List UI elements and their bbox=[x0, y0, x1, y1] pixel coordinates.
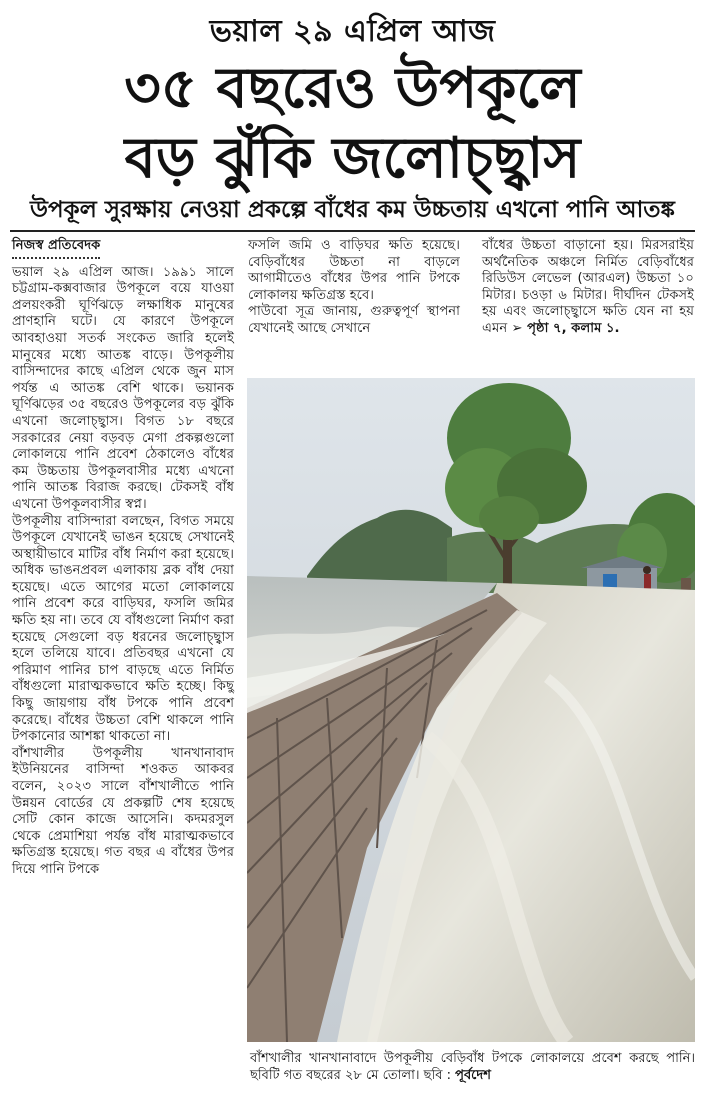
article-column-2 bbox=[248, 238, 460, 338]
column1-paragraph-1: ভয়াল ২৯ এপ্রিল আজ। ১৯৯১ সালে চট্টগ্রাম-কক্সবাজার উপকূলে বয়ে যাওয়া প্রলয়ংকরী ঘূর্ণিঝড়ে লক্ষাধিক মানুষের প্রাণহানি ঘটে। যে কারণে উপকূলে আবহাওয়া সতর্ক সংকেত জারি হলেই মানুষের মধ্যে আতঙ্ক বাড়ে। উপকূলীয় বাসিন্দাদের কাছে এপ্রিল থেকে জুন মাস পর্যন্ত এ আতঙ্ক বেশি থাকে। ভয়ানক ঘূর্ণিঝড়ের ৩৫ বছরেও উপকূলের বড় ঝুঁকি এখনো জলোচ্ছ্বাস। বিগত ১৮ বছরে সরকারের নেয়া বড়বড় মেগা প্রকল্পগুলো লোকালয়ে পানি প্রবেশ ঠেকালেও বাঁধের কম উচ্চতায় উপকূলবাসীর মধ্যে এখনো পানি আতঙ্ক বিরাজ করছে। টেকসই বাঁধ এখনো উপকূলবাসীর স্বপ্ন। bbox=[12, 264, 234, 512]
news-photo bbox=[247, 378, 695, 1042]
headline-line-2: বড় ঝুঁকি জলোচ্ছ্বাস bbox=[124, 126, 581, 191]
column1-paragraph-2: উপকূলীয় বাসিন্দারা বলছেন, বিগত সময়ে উপকূলে যেখানেই ভাঙন হয়েছে সেখানেই অস্থায়ীভাবে মাটির বাঁধ নির্মাণ করা হয়েছে। অধিক ভাঙনপ্রবল এলাকায় ব্লক বাঁধ দেয়া হয়েছে। এতে আগের মতো লোকালয়ে পানি প্রবেশ করে বাড়িঘর, ফসলি জমির ক্ষতি হয় না। তবে যে বাঁধগুলো নির্মাণ করা হয়েছে সেগুলো বড় ধরনের জলোচ্ছ্বাস হলে তলিয়ে যাবে। প্রতিবছর এখনো যে পরিমাণ পানির চাপ বাড়ছে এতে নির্মিত বাঁধগুলো মারাত্মকভাবে ক্ষতি হচ্ছে। কিছু কিছু জায়গায় বাঁধ টপকে পানি প্রবেশ করেছে। বাঁধের উচ্চতা বেশি থাকলে পানি টপকানোর আশঙ্কা থাকতো না। bbox=[12, 513, 234, 745]
column2-paragraph-2: পাউবো সূত্র জানায়, গুরুত্বপূর্ণ স্থাপনা যেখানেই আছে সেখানে bbox=[248, 304, 460, 336]
column3-paragraph bbox=[482, 238, 694, 338]
photo-credit: পূর্বদেশ bbox=[455, 1068, 491, 1083]
photo-caption bbox=[250, 1050, 695, 1084]
column3-text: বাঁধের উচ্চতা বাড়ানো হয়। মিরসরাইয় অর্থনৈতিক অঞ্চলে নির্মিত বেড়িবাঁধের রিডিউস লেভেল (আরএল) উচ্চতা ১০ মিটার। চওড়া ৬ মিটার। দীর্ঘদিন টেকসই হয় এবং জলোচ্ছ্বাসে ক্ষতি যেন না হয় এমন bbox=[482, 238, 694, 336]
column2-paragraph-1: ফসলি জমি ও বাড়িঘর ক্ষতি হয়েছে। বেড়িবাঁধের উচ্চতা না বাড়লে আগামীতেও বাঁধের উপর পানি টপকে লোকালয় ক্ষতিগ্রস্ত হবে। bbox=[248, 238, 460, 303]
continuation-link[interactable]: ➢ পৃষ্ঠা ৭, কলাম ১. bbox=[511, 320, 620, 336]
subheadline-rule bbox=[10, 230, 695, 232]
kicker-line: ভয়াল ২৯ এপ্রিল আজ bbox=[209, 14, 496, 49]
caption-text: বাঁশখালীর খানখানাবাদে উপকূলীয় বেড়িবাঁধ টপকে লোকালয়ে প্রবেশ করছে পানি। ছবিটি গত বছরের ২৮ মে তোলা। ছবি : bbox=[250, 1051, 695, 1083]
headline-line-1: ৩৫ বছরেও উপকূলে bbox=[124, 56, 581, 121]
column1-paragraph-3: বাঁশখালীর উপকূলীয় খানখানাবাদ ইউনিয়নের বাসিন্দা শওকত আকবর বলেন, ২০২৩ সালে বাঁশখালীতে পানি উন্নয়ন বোর্ডের যে প্রকল্পটি শেষ হয়েছে সেটি কোন কাজে আসেনি। কদমরসুল থেকে প্রেমাশিয়া পর্যন্ত বাঁধ মারাত্মকভাবে ক্ষতিগ্রস্ত হয়েছে। গত বছর এ বাঁধের উপর দিয়ে পানি টপকে bbox=[12, 745, 234, 877]
article-column-3 bbox=[482, 238, 694, 338]
embankment-photo-illustration bbox=[247, 378, 695, 1042]
subheadline: উপকূল সুরক্ষায় নেওয়া প্রকল্পে বাঁধের কম উচ্চতায় এখনো পানি আতঙ্ক bbox=[30, 197, 675, 223]
article-column-1 bbox=[12, 238, 234, 879]
byline: নিজস্ব প্রতিবেদক bbox=[12, 238, 100, 259]
